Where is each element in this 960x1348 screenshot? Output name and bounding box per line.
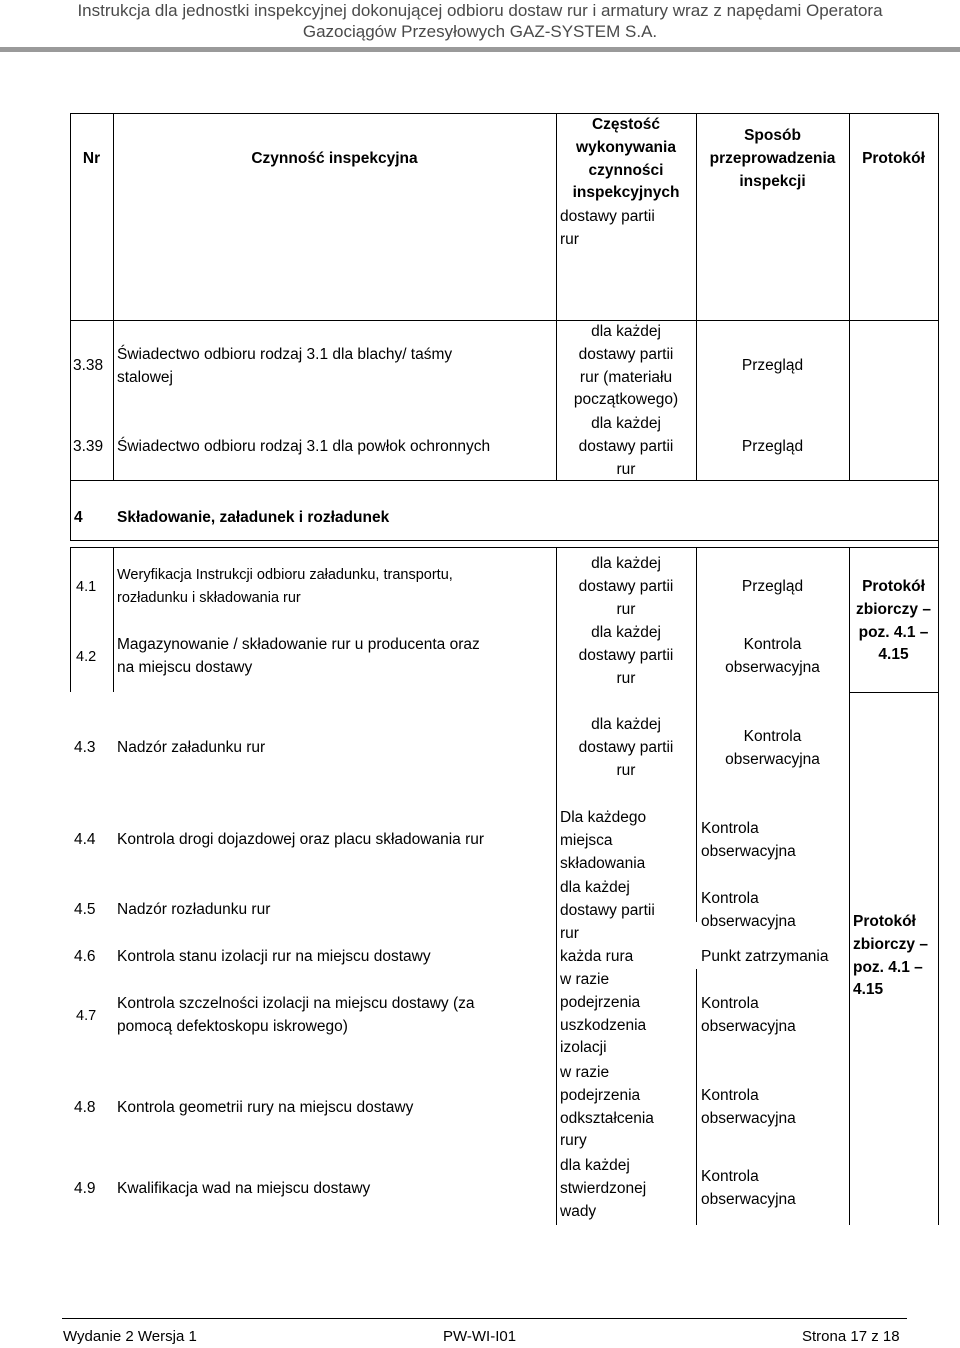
table-row-nr: 4.2: [76, 649, 97, 665]
table-row-activity: Kontrola geometrii rury na miejscu dostawy: [117, 1099, 414, 1116]
table-row-frequency: dla każdej dostawy partii rur: [578, 624, 674, 687]
table-row-method: Kontrola obserwacyjna: [725, 636, 820, 676]
header-activity: Czynność inspekcyjna: [251, 150, 418, 167]
table-row-frequency: każda rura: [560, 948, 634, 965]
table-row-nr: 4.3: [74, 739, 96, 756]
table-row-frequency: w razie podejrzenia odkształcenia rury: [560, 1064, 654, 1150]
table-row-activity: Weryfikacja Instrukcji odbioru załadunku, transportu, rozładunku i składowania rur: [117, 567, 453, 606]
table-row-activity: Magazynowanie / składowanie rur u producenta oraz na miejscu dostawy: [117, 636, 480, 676]
table-row-method: Przegląd: [741, 578, 804, 595]
footer-page-number: Strona 17 z 18: [802, 1328, 900, 1345]
table-row-nr: 3.38: [73, 357, 104, 374]
document-header: [0, 0, 960, 42]
table-row-frequency: dla każdej dostawy partii rur (materiału początkowego): [573, 323, 679, 409]
footer-doc-code: PW-WI-I01: [443, 1328, 517, 1345]
header-frequency: Częstość wykonywania czynności inspekcyjnych: [572, 116, 680, 202]
table-row-method: Przegląd: [741, 357, 804, 374]
table-row-nr: 4.5: [74, 901, 96, 918]
table-row-frequency: w razie podejrzenia uszkodzenia izolacji: [560, 971, 647, 1057]
table-row-method: Kontrola obserwacyjna: [701, 995, 796, 1035]
table-row-activity: Nadzór rozładunku rur: [117, 901, 271, 918]
section-title: Składowanie, załadunek i rozładunek: [117, 509, 390, 526]
table-row-frequency: dla każdej dostawy partii rur: [560, 879, 655, 942]
section-nr: 4: [74, 509, 83, 526]
table-row-frequency: dla każdej stwierdzonej wady: [560, 1157, 647, 1220]
table-row-frequency: Dla każdego miejsca składowania: [560, 809, 647, 872]
table-row-activity: Nadzór załadunku rur: [117, 739, 266, 756]
table-row-method: Kontrola obserwacyjna: [725, 728, 820, 768]
table-row-activity: Kontrola stanu izolacji rur na miejscu dostawy: [117, 948, 431, 965]
header-divider: [0, 47, 960, 52]
header-nr: Nr: [82, 150, 101, 167]
table-row-activity: Świadectwo odbioru rodzaj 3.1 dla blachy/ taśmy stalowej: [117, 346, 453, 386]
table-row-activity: Kontrola szczelności izolacji na miejscu dostawy (za pomocą defektoskopu iskrowego): [117, 995, 475, 1035]
table-row-nr: 4.1: [76, 579, 97, 595]
protocol-summary-a: Protokół zbiorczy – poz. 4.1 – 4.15: [856, 578, 931, 664]
table-row-nr: 3.39: [73, 438, 104, 455]
header-protocol: Protokół: [862, 150, 925, 167]
table-row-frequency: dla każdej dostawy partii rur: [578, 716, 674, 779]
table-row-activity: Świadectwo odbioru rodzaj 3.1 dla powłok ochronnych: [117, 438, 491, 455]
table-row-frequency: dla każdej dostawy partii rur: [578, 415, 674, 478]
footer-edition: Wydanie 2 Wersja 1: [63, 1328, 197, 1345]
table-row-activity: Kwalifikacja wad na miejscu dostawy: [117, 1180, 371, 1197]
table-row-method: Kontrola obserwacyjna: [701, 1168, 796, 1208]
table-row-frequency: dla każdej dostawy partii rur: [578, 555, 674, 618]
table-row-nr: 4.8: [74, 1099, 96, 1116]
header-method: Sposób przeprowadzenia inspekcji: [709, 127, 836, 190]
table-row-method: Kontrola obserwacyjna: [701, 890, 796, 930]
table-row-method: Punkt zatrzymania: [701, 948, 829, 965]
table-row-nr: 4.7: [76, 1008, 97, 1024]
table-row-method: Przegląd: [741, 438, 804, 455]
table-row-activity: Kontrola drogi dojazdowej oraz placu składowania rur: [117, 831, 485, 848]
table-row-method: Kontrola obserwacyjna: [701, 820, 796, 860]
table-row-nr: 4.6: [74, 948, 96, 965]
protocol-summary-b: Protokół zbiorczy – poz. 4.1 – 4.15: [853, 913, 928, 999]
header-line-2: Gazociągów Przesyłowych GAZ-SYSTEM S.A.: [302, 22, 658, 41]
table-row-method: Kontrola obserwacyjna: [701, 1087, 796, 1127]
footer-divider: [62, 1318, 907, 1319]
header-frequency-carryover: dostawy partii rur: [560, 208, 655, 248]
header-line-1: Instrukcja dla jednostki inspekcyjnej dokonującej odbioru dostaw rur i armatury wraz z napędami Operatora: [77, 1, 883, 20]
table-row-nr: 4.4: [74, 831, 96, 848]
table-row-nr: 4.9: [74, 1180, 96, 1197]
